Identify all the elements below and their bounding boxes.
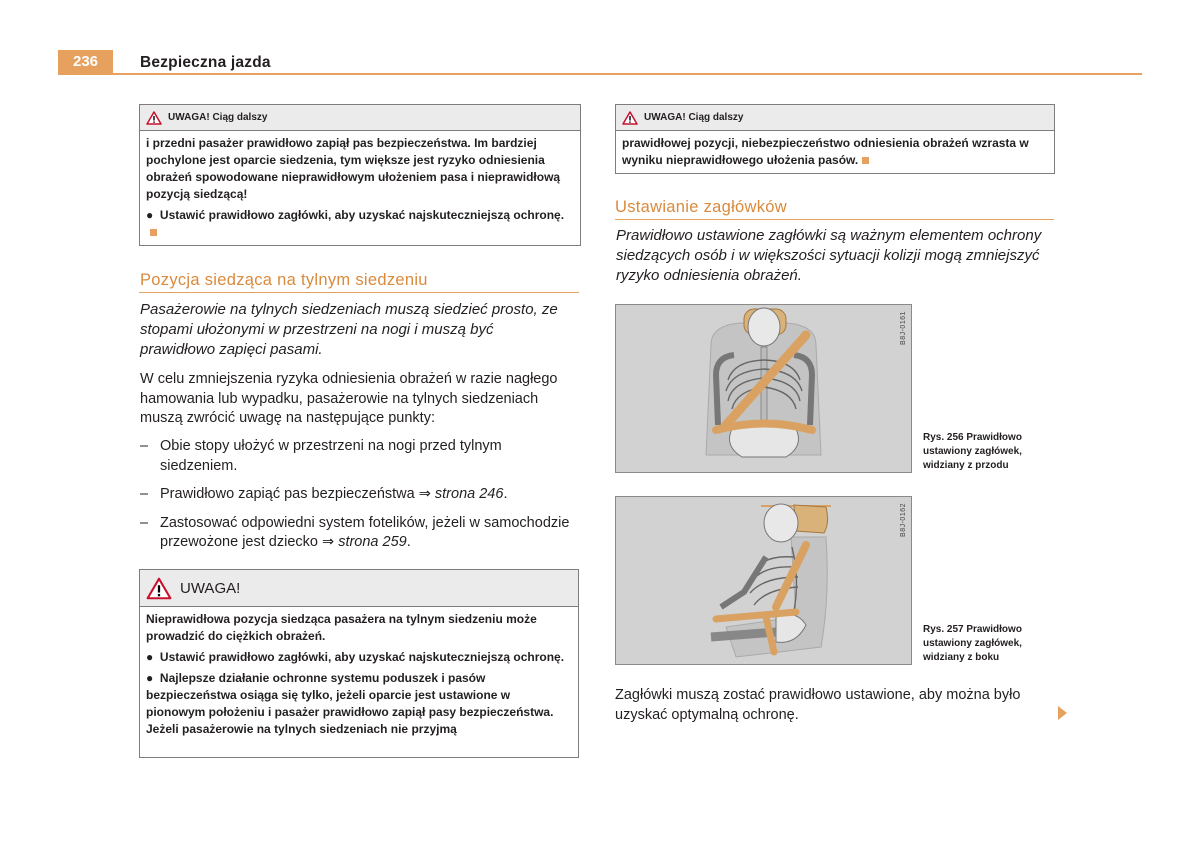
- warning-continued-box-right: [615, 104, 1055, 174]
- figure-caption: Rys. 257 Prawidłowo ustawiony zagłówek, widziany z boku: [923, 624, 1022, 663]
- section-title-headrests: Ustawianie zagłówków: [615, 198, 787, 216]
- warning-header: [140, 570, 578, 607]
- warning-bullet: ● Najlepsze działanie ochronne systemu poduszek i pasów bezpieczeństwa osiąga się tylko, jeżeli oparcie jest ustawione w pionowym położeniu i pasażer prawidłowo zapiął pasy bezpieczeństwa. Jeżeli pasażerowie na tylnych siedzeniach nie przyjmą: [146, 671, 554, 736]
- warning-continued-bullet-text: Ustawić prawidłowo zagłówki, aby uzyskać najskuteczniejszą ochronę.: [159, 208, 565, 222]
- section-rule: [139, 292, 579, 293]
- section-rule: [615, 219, 1054, 220]
- list-item-text: Prawidłowo zapiąć pas bezpieczeństwa ⇒ strona 246.: [160, 486, 508, 502]
- warning-continued-box-left: [139, 104, 581, 246]
- section-lead: Pasażerowie na tylnych siedzeniach muszą siedzieć prosto, ze stopami ułożonymi w przestrzeni na nogi i muszą być prawidłowo zapięci pasami.: [140, 301, 558, 358]
- list-item-text: Zastosować odpowiedni system fotelików, jeżeli w samochodzie przewożone jest dziecko ⇒ strona 259.: [160, 514, 570, 550]
- header-rule: [58, 73, 1142, 75]
- warning-paragraph: Nieprawidłowa pozycja siedząca pasażera na tylnym siedzeniu może prowadzić do ciężkich obrażeń.: [146, 612, 537, 643]
- next-page-arrow-icon[interactable]: [1058, 706, 1067, 720]
- dash-bullet: –: [140, 486, 149, 502]
- warning-continued-title: UWAGA! Ciąg dalszy: [644, 112, 744, 123]
- warning-continued-body: [140, 131, 580, 245]
- figure-front-view: [615, 304, 912, 473]
- warning-bullet-text: Najlepsze działanie ochronne systemu poduszek i pasów bezpieczeństwa osiąga się tylko, jeżeli oparcie jest ustawione w pionowym położeniu i pasażer prawidłowo zapiął pasy bezpieczeństwa. Jeżeli pasażerowie na tylnych siedzeniach nie przyjmą: [146, 671, 554, 736]
- warning-bullet-text: Ustawić prawidłowo zagłówki, aby uzyskać najskuteczniejszą ochronę.: [159, 650, 565, 664]
- warning-continued-paragraph: i przedni pasażer prawidłowo zapiął pas bezpieczeństwa. Im bardziej pochylone jest oparcie siedzenia, tym większe jest ryzyko odniesienia obrażeń spowodowane nieprawidłowym ułożeniem pasa i nieprawidłową pozycją siedzącą!: [146, 136, 561, 201]
- skeleton-side-illustration: [616, 497, 912, 665]
- list-item: [140, 514, 580, 553]
- page-reference-link[interactable]: strona 246: [434, 486, 504, 502]
- warning-continued-header: [616, 105, 1054, 131]
- page-reference-link[interactable]: strona 259: [338, 534, 407, 550]
- dash-bullet: –: [140, 514, 149, 531]
- page-title: Bezpieczna jazda: [140, 54, 271, 71]
- warning-triangle-icon: [146, 111, 162, 125]
- list-item: [140, 437, 580, 476]
- dash-bullet: –: [140, 438, 149, 454]
- warning-continued-paragraph: prawidłowej pozycji, niebezpieczeństwo odniesienia obrażeń wzrasta w wyniku nieprawidłowego ułożenia pasów.: [622, 136, 1029, 167]
- warning-box: [139, 569, 579, 758]
- end-square-icon: [862, 157, 869, 164]
- warning-continued-header: [140, 105, 580, 131]
- warning-continued-bullet: ● Ustawić prawidłowo zagłówki, aby uzyskać najskuteczniejszą ochronę.: [146, 207, 574, 241]
- warning-triangle-icon: [622, 111, 638, 125]
- warning-bullet: ● Ustawić prawidłowo zagłówki, aby uzyskać najskuteczniejszą ochronę.: [146, 650, 565, 664]
- list-item: [140, 485, 580, 505]
- warning-triangle-icon: [146, 577, 172, 600]
- section-intro: W celu zmniejszenia ryzyka odniesienia obrażeń w razie nagłego hamowania lub wypadku, pasażerowie na tylnych siedzeniach muszą zwrócić uwagę na następujące punkty:: [140, 371, 558, 426]
- instruction-list: [140, 437, 580, 553]
- end-square-icon: [150, 229, 157, 236]
- closing-paragraph: Zagłówki muszą zostać prawidłowo ustawione, aby można było uzyskać optymalną ochronę.: [615, 687, 1021, 723]
- page-number: 236: [58, 50, 113, 74]
- section-title-rear-seat: Pozycja siedząca na tylnym siedzeniu: [140, 271, 428, 289]
- warning-continued-body: [616, 131, 1054, 173]
- list-item-text: Obie stopy ułożyć w przestrzeni na nogi przed tylnym siedzeniem.: [160, 438, 502, 474]
- warning-body: [140, 607, 578, 742]
- figure-code: B8J-0162: [900, 503, 907, 537]
- skeleton-front-illustration: [616, 305, 912, 473]
- figure-side-view: [615, 496, 912, 665]
- warning-title: UWAGA!: [180, 579, 241, 597]
- figure-caption: Rys. 256 Prawidłowo ustawiony zagłówek, widziany z przodu: [923, 432, 1022, 471]
- warning-continued-title: UWAGA! Ciąg dalszy: [168, 112, 268, 123]
- section-lead: Prawidłowo ustawione zagłówki są ważnym elementem ochrony siedzących osób i w większości sytuacji kolizji mogą zmniejszyć ryzyko odniesienia obrażeń.: [616, 227, 1042, 284]
- figure-code: B8J-0161: [900, 311, 907, 345]
